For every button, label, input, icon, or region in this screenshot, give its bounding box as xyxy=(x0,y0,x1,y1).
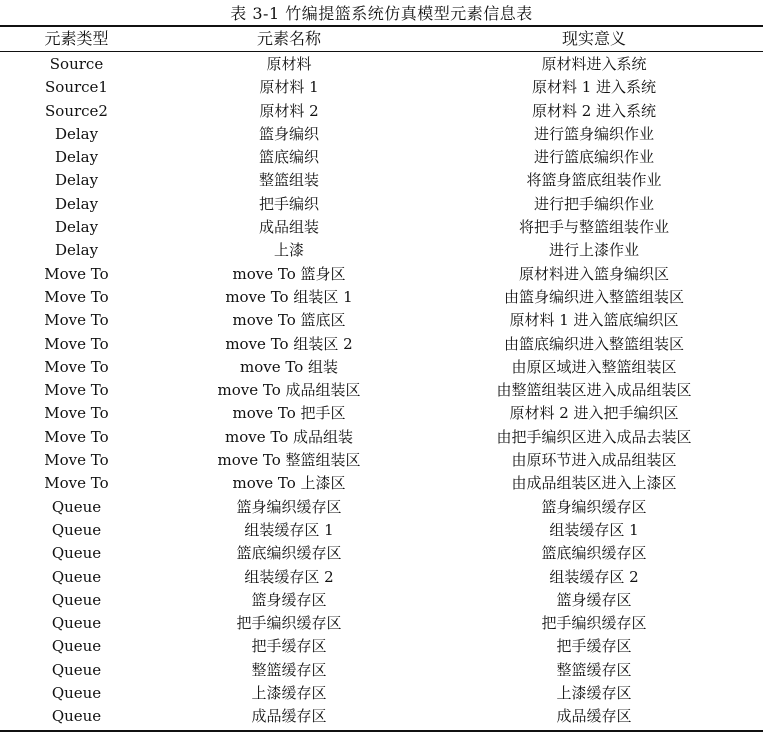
table-row xyxy=(0,53,763,76)
table-row xyxy=(0,449,763,472)
cell-real-meaning: 成品缓存区 xyxy=(556,707,632,726)
table-row xyxy=(0,519,763,542)
cell-element-type: Delay xyxy=(54,218,99,237)
cell-real-meaning: 进行篮身编织作业 xyxy=(533,124,654,143)
cell-element-name: 把手缓存区 xyxy=(251,637,327,656)
table-caption: 表 3-1 竹编提篮系统仿真模型元素信息表 xyxy=(230,4,533,23)
table-body xyxy=(0,53,763,729)
cell-real-meaning: 由篮底编织进入整篮组装区 xyxy=(503,334,684,353)
cell-element-name: 成品组装 xyxy=(258,218,319,237)
cell-element-name: move To 整篮组装区 xyxy=(217,451,361,470)
cell-element-type: Queue xyxy=(51,707,102,726)
cell-real-meaning: 把手缓存区 xyxy=(556,637,632,656)
table-row xyxy=(0,426,763,449)
cell-element-type: Queue xyxy=(51,660,102,679)
table-row xyxy=(0,146,763,169)
cell-real-meaning: 由篮身编织进入整篮组装区 xyxy=(503,287,684,306)
cell-element-name: 原材料 2 xyxy=(259,101,319,120)
cell-element-name: 上漆 xyxy=(273,241,304,260)
table-row xyxy=(0,635,763,658)
table-row xyxy=(0,379,763,402)
cell-element-name: 篮身编织 xyxy=(258,124,319,143)
table-row xyxy=(0,239,763,262)
cell-element-type: Delay xyxy=(54,194,99,213)
table-row xyxy=(0,589,763,612)
cell-element-type: Delay xyxy=(54,124,99,143)
element-info-table xyxy=(0,53,763,729)
cell-element-type: Queue xyxy=(51,637,102,656)
cell-element-type: Delay xyxy=(54,241,99,260)
cell-element-name: move To 组装区 2 xyxy=(225,334,353,353)
cell-element-type: Move To xyxy=(44,474,109,493)
cell-real-meaning: 进行上漆作业 xyxy=(548,241,639,260)
cell-real-meaning: 组装缓存区 2 xyxy=(549,567,639,586)
header-real-meaning: 现实意义 xyxy=(561,29,626,48)
cell-element-name: move To 成品组装 xyxy=(224,427,353,446)
cell-real-meaning: 原材料进入系统 xyxy=(541,55,647,73)
cell-element-type: Move To xyxy=(44,334,109,353)
cell-element-name: 篮身缓存区 xyxy=(251,590,327,609)
cell-element-type: Move To xyxy=(44,357,109,376)
cell-element-name: move To 篮身区 xyxy=(232,264,346,283)
cell-element-name: 把手编织 xyxy=(258,194,319,213)
cell-element-type: Delay xyxy=(54,148,99,167)
table-row xyxy=(0,472,763,495)
table-row xyxy=(0,496,763,519)
cell-element-type: Move To xyxy=(44,427,109,446)
table-row xyxy=(0,566,763,589)
cell-real-meaning: 原材料 2 进入把手编织区 xyxy=(509,404,679,423)
cell-element-type: Move To xyxy=(44,264,109,283)
table-row xyxy=(0,705,763,728)
header-row xyxy=(0,27,763,51)
table-row xyxy=(0,263,763,286)
cell-real-meaning: 由把手编织区进入成品去装区 xyxy=(496,427,692,446)
cell-element-type: Queue xyxy=(51,684,102,703)
cell-real-meaning: 进行篮底编织作业 xyxy=(533,148,654,167)
table-row xyxy=(0,682,763,705)
header-element-name: 元素名称 xyxy=(256,29,321,48)
cell-element-type: Queue xyxy=(51,590,102,609)
table-row xyxy=(0,216,763,239)
table-row xyxy=(0,612,763,635)
table-row xyxy=(0,76,763,99)
cell-element-name: 篮底编织 xyxy=(258,148,319,167)
table-row xyxy=(0,286,763,309)
cell-real-meaning: 原材料进入篮身编织区 xyxy=(518,264,669,283)
table-row xyxy=(0,542,763,565)
cell-element-type: Source2 xyxy=(45,101,108,120)
cell-element-name: 成品缓存区 xyxy=(251,707,327,726)
cell-element-name: 整篮组装 xyxy=(258,171,319,190)
cell-element-type: Move To xyxy=(44,451,109,470)
cell-element-name: 组装缓存区 1 xyxy=(244,520,334,539)
table-row xyxy=(0,309,763,332)
cell-real-meaning: 由成品组装区进入上漆区 xyxy=(511,474,677,493)
cell-element-type: Source xyxy=(49,55,104,73)
cell-element-name: 整篮缓存区 xyxy=(251,660,327,679)
cell-real-meaning: 把手编织缓存区 xyxy=(541,614,647,633)
cell-real-meaning: 由原区域进入整篮组装区 xyxy=(511,357,677,376)
cell-element-name: move To 组装区 1 xyxy=(225,287,353,306)
cell-element-name: move To 上漆区 xyxy=(232,474,346,493)
cell-element-type: Queue xyxy=(51,614,102,633)
table-row xyxy=(0,333,763,356)
cell-element-name: 把手编织缓存区 xyxy=(236,614,342,633)
cell-real-meaning: 原材料 1 进入系统 xyxy=(531,78,657,97)
cell-element-name: move To 组装 xyxy=(239,357,338,376)
cell-real-meaning: 篮身缓存区 xyxy=(556,590,632,609)
cell-element-type: Queue xyxy=(51,544,102,563)
table-row xyxy=(0,193,763,216)
header-element-type: 元素类型 xyxy=(44,29,109,48)
cell-real-meaning: 上漆缓存区 xyxy=(556,684,632,703)
table-row xyxy=(0,100,763,123)
cell-real-meaning: 进行把手编织作业 xyxy=(533,194,654,213)
cell-real-meaning: 由原环节进入成品组装区 xyxy=(511,451,677,470)
cell-element-name: move To 把手区 xyxy=(232,404,346,423)
cell-element-name: 原材料 xyxy=(266,55,312,73)
cell-element-type: Delay xyxy=(54,171,99,190)
cell-real-meaning: 将把手与整篮组装作业 xyxy=(518,218,669,237)
table-header xyxy=(0,27,763,51)
cell-element-type: Queue xyxy=(51,497,102,516)
cell-element-type: Queue xyxy=(51,520,102,539)
cell-real-meaning: 原材料 1 进入篮底编织区 xyxy=(509,311,679,330)
cell-real-meaning: 整篮缓存区 xyxy=(556,660,632,679)
cell-element-type: Move To xyxy=(44,311,109,330)
cell-element-name: 原材料 1 xyxy=(259,78,319,97)
table-row xyxy=(0,659,763,682)
cell-element-type: Queue xyxy=(51,567,102,586)
cell-real-meaning: 篮底编织缓存区 xyxy=(541,544,647,563)
table-row xyxy=(0,356,763,379)
cell-real-meaning: 由整篮组装区进入成品组装区 xyxy=(496,381,692,400)
cell-element-type: Source1 xyxy=(45,78,108,97)
table-row xyxy=(0,402,763,425)
cell-element-name: move To 成品组装区 xyxy=(217,381,361,400)
cell-element-name: 篮底编织缓存区 xyxy=(236,544,342,563)
cell-element-type: Move To xyxy=(44,287,109,306)
cell-real-meaning: 将篮身篮底组装作业 xyxy=(526,171,662,190)
cell-real-meaning: 篮身编织缓存区 xyxy=(541,497,647,516)
header-rule xyxy=(0,51,763,52)
cell-real-meaning: 原材料 2 进入系统 xyxy=(531,101,657,120)
table-row xyxy=(0,169,763,192)
cell-element-name: 组装缓存区 2 xyxy=(244,567,334,586)
table-row xyxy=(0,123,763,146)
cell-element-name: 篮身编织缓存区 xyxy=(236,497,342,516)
cell-element-name: 上漆缓存区 xyxy=(251,684,327,703)
cell-element-type: Move To xyxy=(44,381,109,400)
cell-element-name: move To 篮底区 xyxy=(232,311,346,330)
cell-element-type: Move To xyxy=(44,404,109,423)
cell-real-meaning: 组装缓存区 1 xyxy=(549,520,639,539)
